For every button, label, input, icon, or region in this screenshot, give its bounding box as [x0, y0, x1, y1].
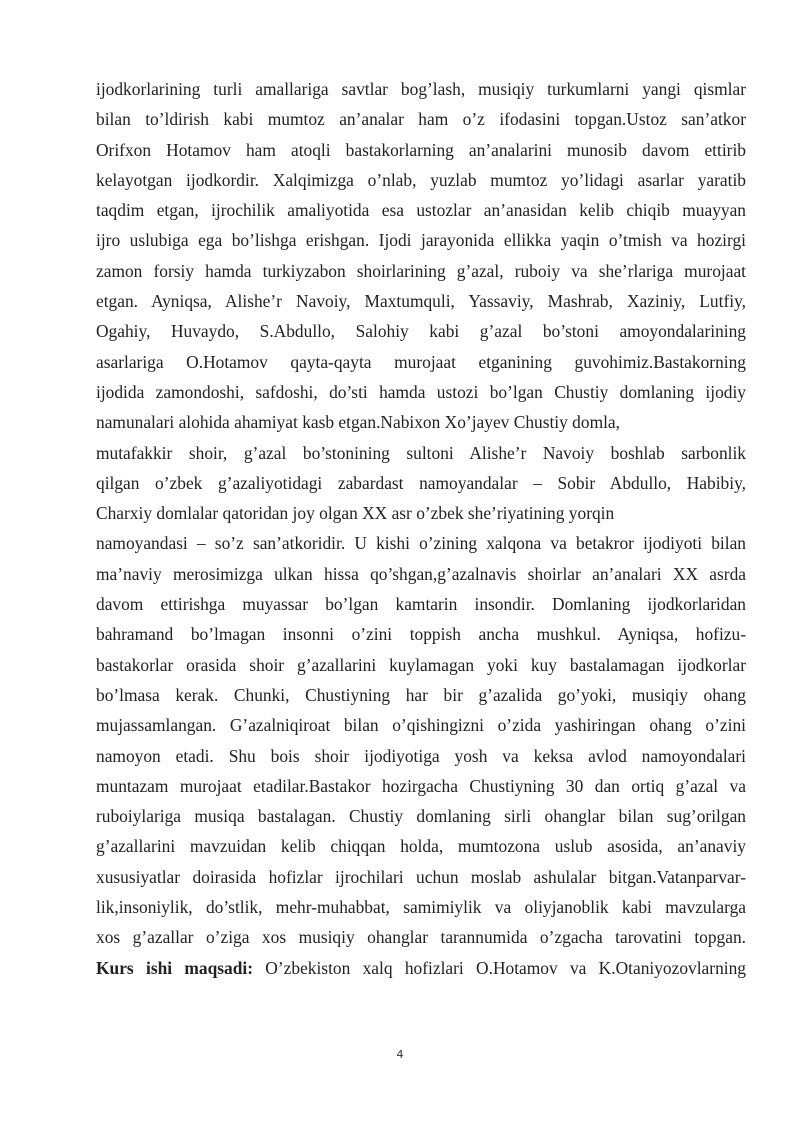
text-line: bahramand bo’lmagan insonni o’zini toppish ancha mushkul. Ayniqsa, hofizu-: [96, 624, 746, 645]
text-line: mujassamlangan. G’azalniqiroat bilan o’qishingizni o’zida yashiringan ohang o’zini: [96, 715, 746, 736]
text-line: namoyandasi – so’z san’atkoridir. U kishi o’zining xalqona va betakror ijodiyoti bilan: [96, 533, 746, 554]
text-line: namunalari alohida ahamiyat kasb etgan.Nabixon Xo’jayev Chustiy domla,: [96, 412, 620, 433]
section-label: Kurs ishi maqsadi:: [96, 957, 253, 978]
text-line: muntazam murojaat etadilar.Bastakor hozirgacha Chustiyning 30 dan ortiq g’azal va: [96, 775, 746, 796]
text-line: Orifxon Hotamov ham atoqli bastakorlarning an’analarini munosib davom ettirib: [96, 139, 746, 160]
text-line: xususiyatlar doirasida hofizlar ijrochilari uchun moslab ashulalar bitgan.Vatanparvar-: [96, 866, 746, 887]
text-line: g’azallarini mavzuidan kelib chiqqan holda, mumtozona uslub asosida, an’anaviy: [96, 836, 746, 857]
text-line: ma’naviy merosimizga ulkan hissa qo’shgan,g’azalnavis shoirlar an’analari XX asrda: [96, 563, 746, 584]
text-line: bastakorlar orasida shoir g’azallarini kuylamagan yoki kuy bastalamagan ijodkorlar: [96, 654, 746, 675]
text-line: davom ettirishga muyassar bo’lgan kamtarin insondir. Domlaning ijodkorlaridan: [96, 594, 746, 615]
text-line: taqdim etgan, ijrochilik amaliyotida esa ustozlar an’anasidan kelib chiqib muayyan: [96, 200, 746, 221]
text-line: lik,insoniylik, do’stlik, mehr-muhabbat, samimiylik va oliyjanoblik kabi mavzularga: [96, 897, 746, 918]
body-text: [96, 74, 746, 983]
page-number: 4: [396, 1048, 404, 1061]
text-line: xos g’azallar o’ziga xos musiqiy ohanglar tarannumida o’zgacha tarovatini topgan.: [96, 927, 746, 948]
text-line: asarlariga O.Hotamov qayta-qayta murojaat etganining guvohimiz.Bastakorning: [96, 351, 746, 372]
text-line: zamon forsiy hamda turkiyzabon shoirlarining g’azal, ruboiy va she’rlariga murojaat: [96, 260, 746, 281]
text-line: qilgan o’zbek g’azaliyotidagi zabardast namoyandalar – Sobir Abdullo, Habibiy,: [96, 472, 746, 493]
text-line: Charxiy domlalar qatoridan joy olgan XX asr o’zbek she’riyatining yorqin: [96, 503, 615, 524]
text-line: namoyon etadi. Shu bois shoir ijodiyotiga yosh va keksa avlod namoyondalari: [96, 745, 746, 766]
text-line: bo’lmasa kerak. Chunki, Chustiyning har bir g’azalida go’yoki, musiqiy ohang: [96, 684, 746, 705]
text-line-final: [96, 953, 746, 983]
text-line: kelayotgan ijodkordir. Xalqimizga o’nlab, yuzlab mumtoz yo’lidagi asarlar yaratib: [96, 169, 746, 190]
text-line: ruboiylariga musiqa bastalagan. Chustiy domlaning sirli ohanglar bilan sug’orilgan: [96, 806, 746, 827]
text-line: ijodida zamondoshi, safdoshi, do’sti hamda ustozi bo’lgan Chustiy domlaning ijodiy: [96, 381, 746, 402]
section-text: O’zbekiston xalq hofizlari O.Hotamov va K.Otaniyozovlarning: [253, 957, 746, 978]
text-line: ijodkorlarining turli amallariga savtlar bog’lash, musiqiy turkumlarni yangi qismlar: [96, 79, 746, 99]
text-line: bilan to’ldirish kabi mumtoz an’analar ham o’z ifodasini topgan.Ustoz san’atkor: [96, 109, 746, 130]
text-line: mutafakkir shoir, g’azal bo’stonining sultoni Alishe’r Navoiy boshlab sarbonlik: [96, 442, 746, 463]
text-line: Ogahiy, Huvaydo, S.Abdullo, Salohiy kabi g’azal bo’stoni amoyondalarining: [96, 321, 746, 342]
text-line: etgan. Ayniqsa, Alishe’r Navoiy, Maxtumquli, Yassaviy, Mashrab, Xaziniy, Lutfiy,: [96, 291, 746, 312]
text-line: ijro uslubiga ega bo’lishga erishgan. Ijodi jarayonida ellikka yaqin o’tmish va hozirgi: [96, 230, 746, 251]
